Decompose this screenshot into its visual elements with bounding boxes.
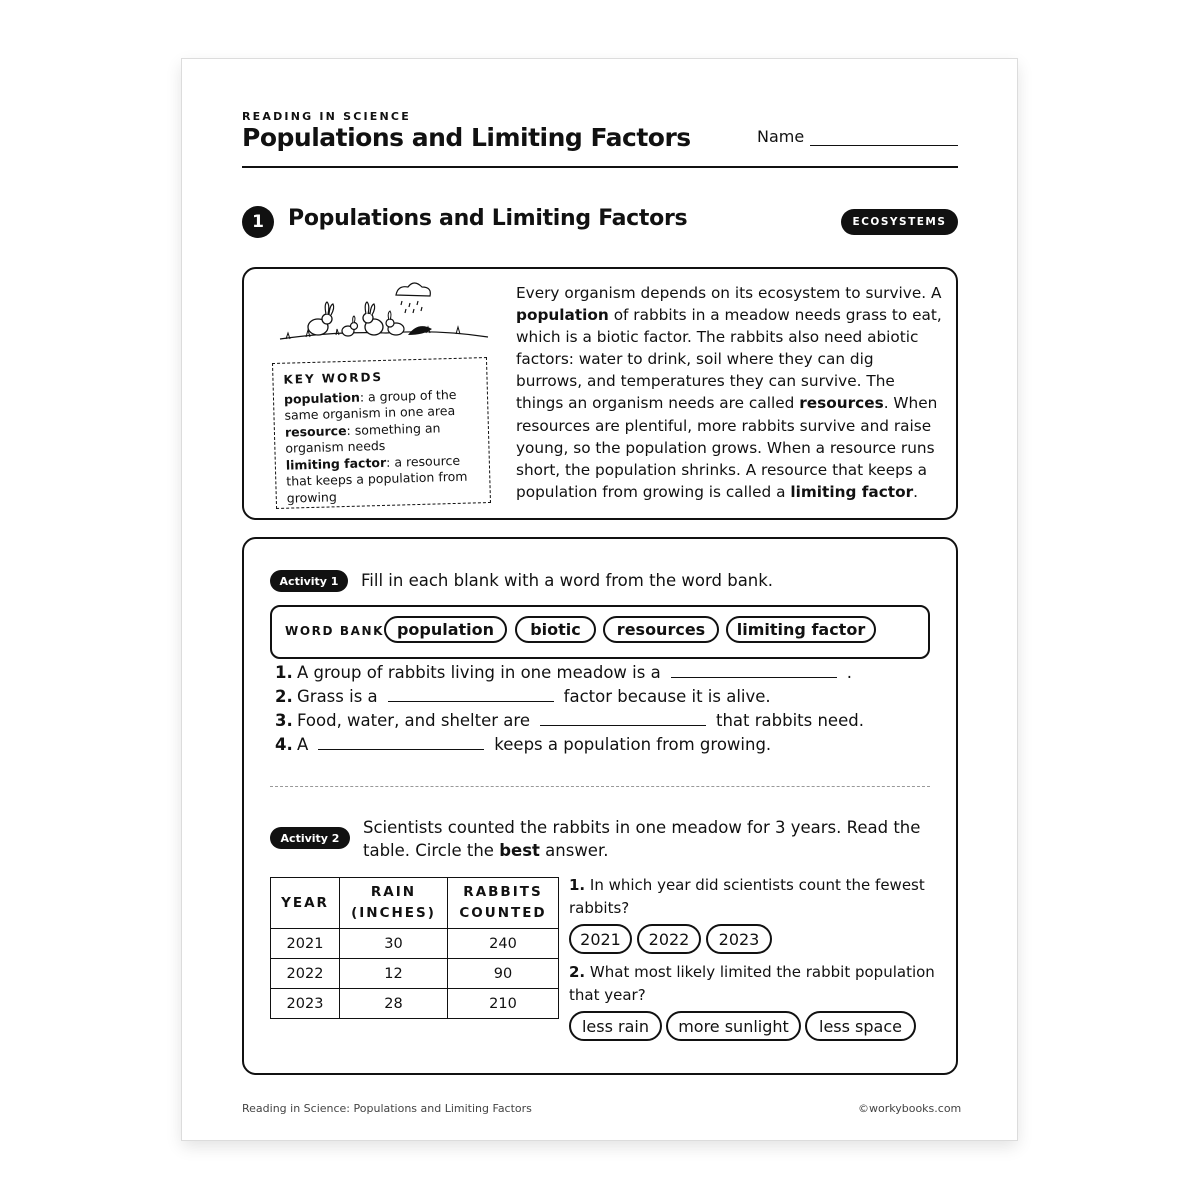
- table-row: [271, 929, 559, 959]
- table-header-row: [271, 878, 559, 929]
- name-field-line[interactable]: [810, 145, 958, 146]
- table-cell: 240: [448, 929, 559, 959]
- table-header-rabbits: RABBITS COUNTED: [448, 878, 559, 929]
- answer-blank[interactable]: [388, 701, 554, 702]
- word-bank-chip[interactable]: resources: [603, 616, 719, 643]
- name-label: Name: [757, 127, 805, 146]
- word-bank-chip[interactable]: population: [384, 616, 507, 643]
- activity-1-instruction: Fill in each blank with a word from the word bank.: [361, 571, 774, 590]
- fill-question-3: 3. Food, water, and shelter are that rabbits need.: [275, 711, 864, 730]
- table-cell: 2022: [271, 959, 340, 989]
- table-cell: 210: [448, 989, 559, 1019]
- section-title: Populations and Limiting Factors: [288, 206, 688, 231]
- page-title: Populations and Limiting Factors: [242, 123, 691, 152]
- word-bank-label: WORD BANK: [285, 624, 384, 638]
- table-cell: 2023: [271, 989, 340, 1019]
- answer-blank[interactable]: [540, 725, 706, 726]
- answer-choice[interactable]: less rain: [569, 1011, 662, 1041]
- table-cell: 90: [448, 959, 559, 989]
- fill-question-4: 4. A keeps a population from growing.: [275, 735, 772, 754]
- footer-title: Reading in Science: Populations and Limiting Factors: [242, 1102, 532, 1115]
- mc-question-2: 2. What most likely limited the rabbit population that year?: [569, 963, 935, 1004]
- activity-2-label: Activity 2: [270, 827, 350, 849]
- word-bank-chip[interactable]: limiting factor: [726, 616, 876, 643]
- key-word-item: limiting factor: a resource that keeps a population from growing: [285, 452, 468, 506]
- table-row: [271, 959, 559, 989]
- activity-2-instruction: Scientists counted the rabbits in one meadow for 3 years. Read the table. Circle the best answer.: [363, 818, 921, 860]
- word-bank-chip[interactable]: biotic: [515, 616, 596, 643]
- word-bank: [270, 605, 930, 659]
- answer-choice[interactable]: more sunlight: [666, 1011, 801, 1041]
- table-header-year: YEAR: [271, 878, 340, 929]
- table-cell: 2021: [271, 929, 340, 959]
- answer-choice[interactable]: less space: [805, 1011, 916, 1041]
- reading-passage: Every organism depends on its ecosystem to survive. A population of rabbits in a meadow needs grass to eat, which is a biotic factor. The rabbits also need abiotic factors: water to drink, soil where they can dig burrows, and temperatures they can survive. The things an organism needs are called resources. When resources are plentiful, more rabbits survive and raise young, so the population grows. When a resource runs short, the population shrinks. A resource that keeps a population from growing is called a limiting factor.: [516, 284, 942, 501]
- fill-question-1: 1. A group of rabbits living in one meadow is a .: [275, 663, 852, 682]
- answer-choice[interactable]: 2022: [637, 924, 701, 954]
- activity-divider: [270, 786, 930, 787]
- table-cell: 28: [340, 989, 448, 1019]
- table-cell: 30: [340, 929, 448, 959]
- mc-question-1: 1. In which year did scientists count the fewest rabbits?: [569, 876, 925, 917]
- answer-choice[interactable]: 2021: [569, 924, 632, 954]
- rabbits-meadow-illustration: [276, 281, 492, 353]
- fill-question-2: 2. Grass is a factor because it is alive.: [275, 687, 771, 706]
- answer-blank[interactable]: [671, 677, 837, 678]
- key-word-item: resource: something an organism needs: [284, 419, 441, 456]
- key-word-item: population: a group of the same organism in one area: [283, 386, 457, 423]
- worksheet-page: [182, 59, 1017, 1140]
- answer-blank[interactable]: [318, 749, 484, 750]
- activity-1-label: Activity 1: [270, 570, 348, 592]
- table-header-rain: RAIN (INCHES): [340, 878, 448, 929]
- section-number: 1: [242, 206, 274, 238]
- table-row: [271, 989, 559, 1019]
- topic-badge: ECOSYSTEMS: [841, 209, 958, 235]
- footer-credit: ©workybooks.com: [858, 1102, 962, 1115]
- header-rule: [242, 166, 958, 168]
- table-cell: 12: [340, 959, 448, 989]
- rabbit-data-table: [270, 877, 559, 1019]
- key-words-box: [272, 357, 491, 509]
- header-kicker: READING IN SCIENCE: [242, 110, 411, 123]
- answer-choice[interactable]: 2023: [706, 924, 772, 954]
- key-words-heading: KEY WORDS: [283, 369, 384, 387]
